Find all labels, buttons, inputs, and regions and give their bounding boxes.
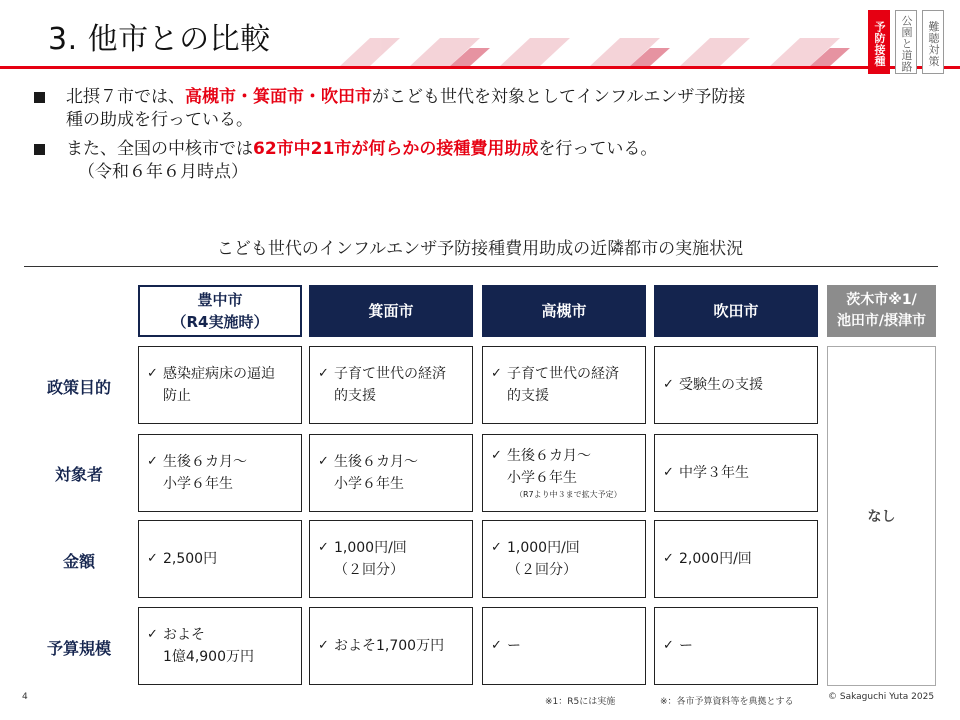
column-header-suita (654, 285, 818, 337)
cell-line1: 感染症病床の逼迫 (163, 366, 275, 382)
table-cell (482, 434, 646, 512)
cell-line1: 2,000円/回 (679, 551, 752, 567)
cell-line1: 1,000円/回 (507, 540, 580, 556)
check-icon: ✓ (663, 551, 674, 566)
bullet-text-line2: （令和６年６月時点） (78, 162, 248, 182)
table-cell (138, 607, 302, 685)
check-icon: ✓ (663, 638, 674, 653)
column-header-line1: 豊中市 (197, 291, 243, 309)
check-icon: ✓ (147, 627, 158, 642)
row-label-amount: 金額 (62, 552, 95, 571)
column-header-line1: 茨木市※1/ (846, 292, 917, 308)
check-icon: ✓ (147, 551, 158, 566)
cell-line1: 受験生の支援 (679, 377, 763, 393)
check-icon: ✓ (491, 448, 502, 463)
check-icon: ✓ (318, 638, 329, 653)
cell-line2: 的支援 (334, 388, 376, 404)
footnote-1: ※1：R5には実施 (545, 697, 616, 707)
check-icon: ✓ (663, 377, 674, 392)
bullet-text-post: がこども世代を対象としてインフルエンザ予防接 (372, 87, 746, 107)
tag-parks-roads[interactable]: 公園と道路 (895, 10, 917, 74)
cell-line2: 1億4,900万円 (163, 649, 254, 665)
row-label-policy-purpose: 政策目的 (46, 378, 111, 397)
table-cell (654, 434, 818, 512)
row-label-budget: 予算規模 (46, 639, 111, 658)
cell-line1: 2,500円 (163, 551, 218, 567)
check-icon: ✓ (318, 540, 329, 555)
table-cell (309, 520, 473, 598)
table-cell (482, 607, 646, 685)
column-header-toyonaka (138, 285, 302, 337)
table-cell (309, 607, 473, 685)
copyright-notice: © Sakaguchi Yuta 2025 (828, 692, 935, 702)
caption-underline (24, 266, 938, 267)
column-header-line1: 吹田市 (713, 302, 759, 320)
check-icon: ✓ (491, 540, 502, 555)
tag-hearing-loss[interactable]: 難聴対策 (922, 10, 944, 74)
page-number: 4 (22, 692, 28, 702)
others-none-cell: なし (827, 346, 936, 686)
header-divider-line (0, 66, 960, 69)
bullet-text-line2: 種の助成を行っている。 (66, 110, 253, 130)
square-bullet-icon (34, 92, 45, 103)
table-caption: こども世代のインフルエンザ予防接種費用助成の近隣都市の実施状況 (216, 239, 744, 259)
column-header-minoh (309, 285, 473, 337)
tag-vaccination[interactable]: 予防接種 (868, 10, 890, 74)
square-bullet-icon (34, 144, 45, 155)
cell-line1: 子育て世代の経済 (507, 366, 619, 382)
cell-line1: 生後６カ月〜 (163, 454, 247, 470)
cell-line1: ー (507, 638, 521, 654)
column-header-line1: 高槻市 (541, 302, 587, 320)
check-icon: ✓ (147, 366, 158, 381)
table-cell (482, 520, 646, 598)
bullet-text-highlight: 高槻市・箕面市・吹田市 (185, 87, 372, 107)
cell-line1: 生後６カ月〜 (507, 448, 591, 464)
cell-line1: 1,000円/回 (334, 540, 407, 556)
cell-line2: 防止 (163, 388, 191, 404)
page-title: 3. 他市との比較 (48, 22, 271, 57)
table-cell (138, 520, 302, 598)
bullet-list (34, 86, 934, 190)
row-label-target: 対象者 (54, 465, 103, 484)
footnote-2: ※：各市予算資料等を典拠とする (660, 697, 794, 707)
cell-line1: 子育て世代の経済 (334, 366, 446, 382)
cell-line2: 的支援 (507, 388, 549, 404)
cell-line1: 中学３年生 (679, 465, 749, 481)
table-cell (309, 434, 473, 512)
cell-line2: （２回分） (334, 562, 404, 578)
cell-note: （R7より中３まで拡大予定） (515, 490, 622, 499)
bullet-text-highlight: 62市中21市が何らかの接種費用助成 (253, 139, 539, 159)
table-cell (654, 346, 818, 424)
bullet-item (34, 138, 934, 184)
column-header-line2: 池田市/摂津市 (836, 313, 927, 329)
column-header-takatsuki (482, 285, 646, 337)
table-cell (138, 434, 302, 512)
table-cell (309, 346, 473, 424)
column-header-line1: 箕面市 (368, 302, 414, 320)
table-cell (654, 607, 818, 685)
bullet-text-post: を行っている。 (538, 139, 658, 159)
decorative-stripe-graphic (340, 38, 860, 66)
bullet-text-pre: 北摂７市では、 (66, 87, 185, 107)
section-tags (868, 10, 944, 74)
cell-line1: ー (679, 638, 693, 654)
bullet-item (34, 86, 934, 132)
cell-line1: およそ (163, 627, 205, 643)
check-icon: ✓ (491, 638, 502, 653)
column-header-line2: （R4実施時） (171, 313, 269, 331)
column-header-others (827, 285, 936, 337)
table-cell (482, 346, 646, 424)
cell-line2: （２回分） (507, 562, 577, 578)
cell-line2: 小学６年生 (163, 476, 233, 492)
check-icon: ✓ (147, 454, 158, 469)
cell-line2: 小学６年生 (334, 476, 404, 492)
check-icon: ✓ (318, 454, 329, 469)
check-icon: ✓ (491, 366, 502, 381)
cell-line1: およそ1,700万円 (334, 638, 445, 654)
bullet-text-pre: また、全国の中核市では (66, 139, 253, 159)
check-icon: ✓ (663, 465, 674, 480)
cell-line1: 生後６カ月〜 (334, 454, 418, 470)
table-cell (654, 520, 818, 598)
check-icon: ✓ (318, 366, 329, 381)
table-cell (138, 346, 302, 424)
cell-line2: 小学６年生 (507, 470, 577, 486)
